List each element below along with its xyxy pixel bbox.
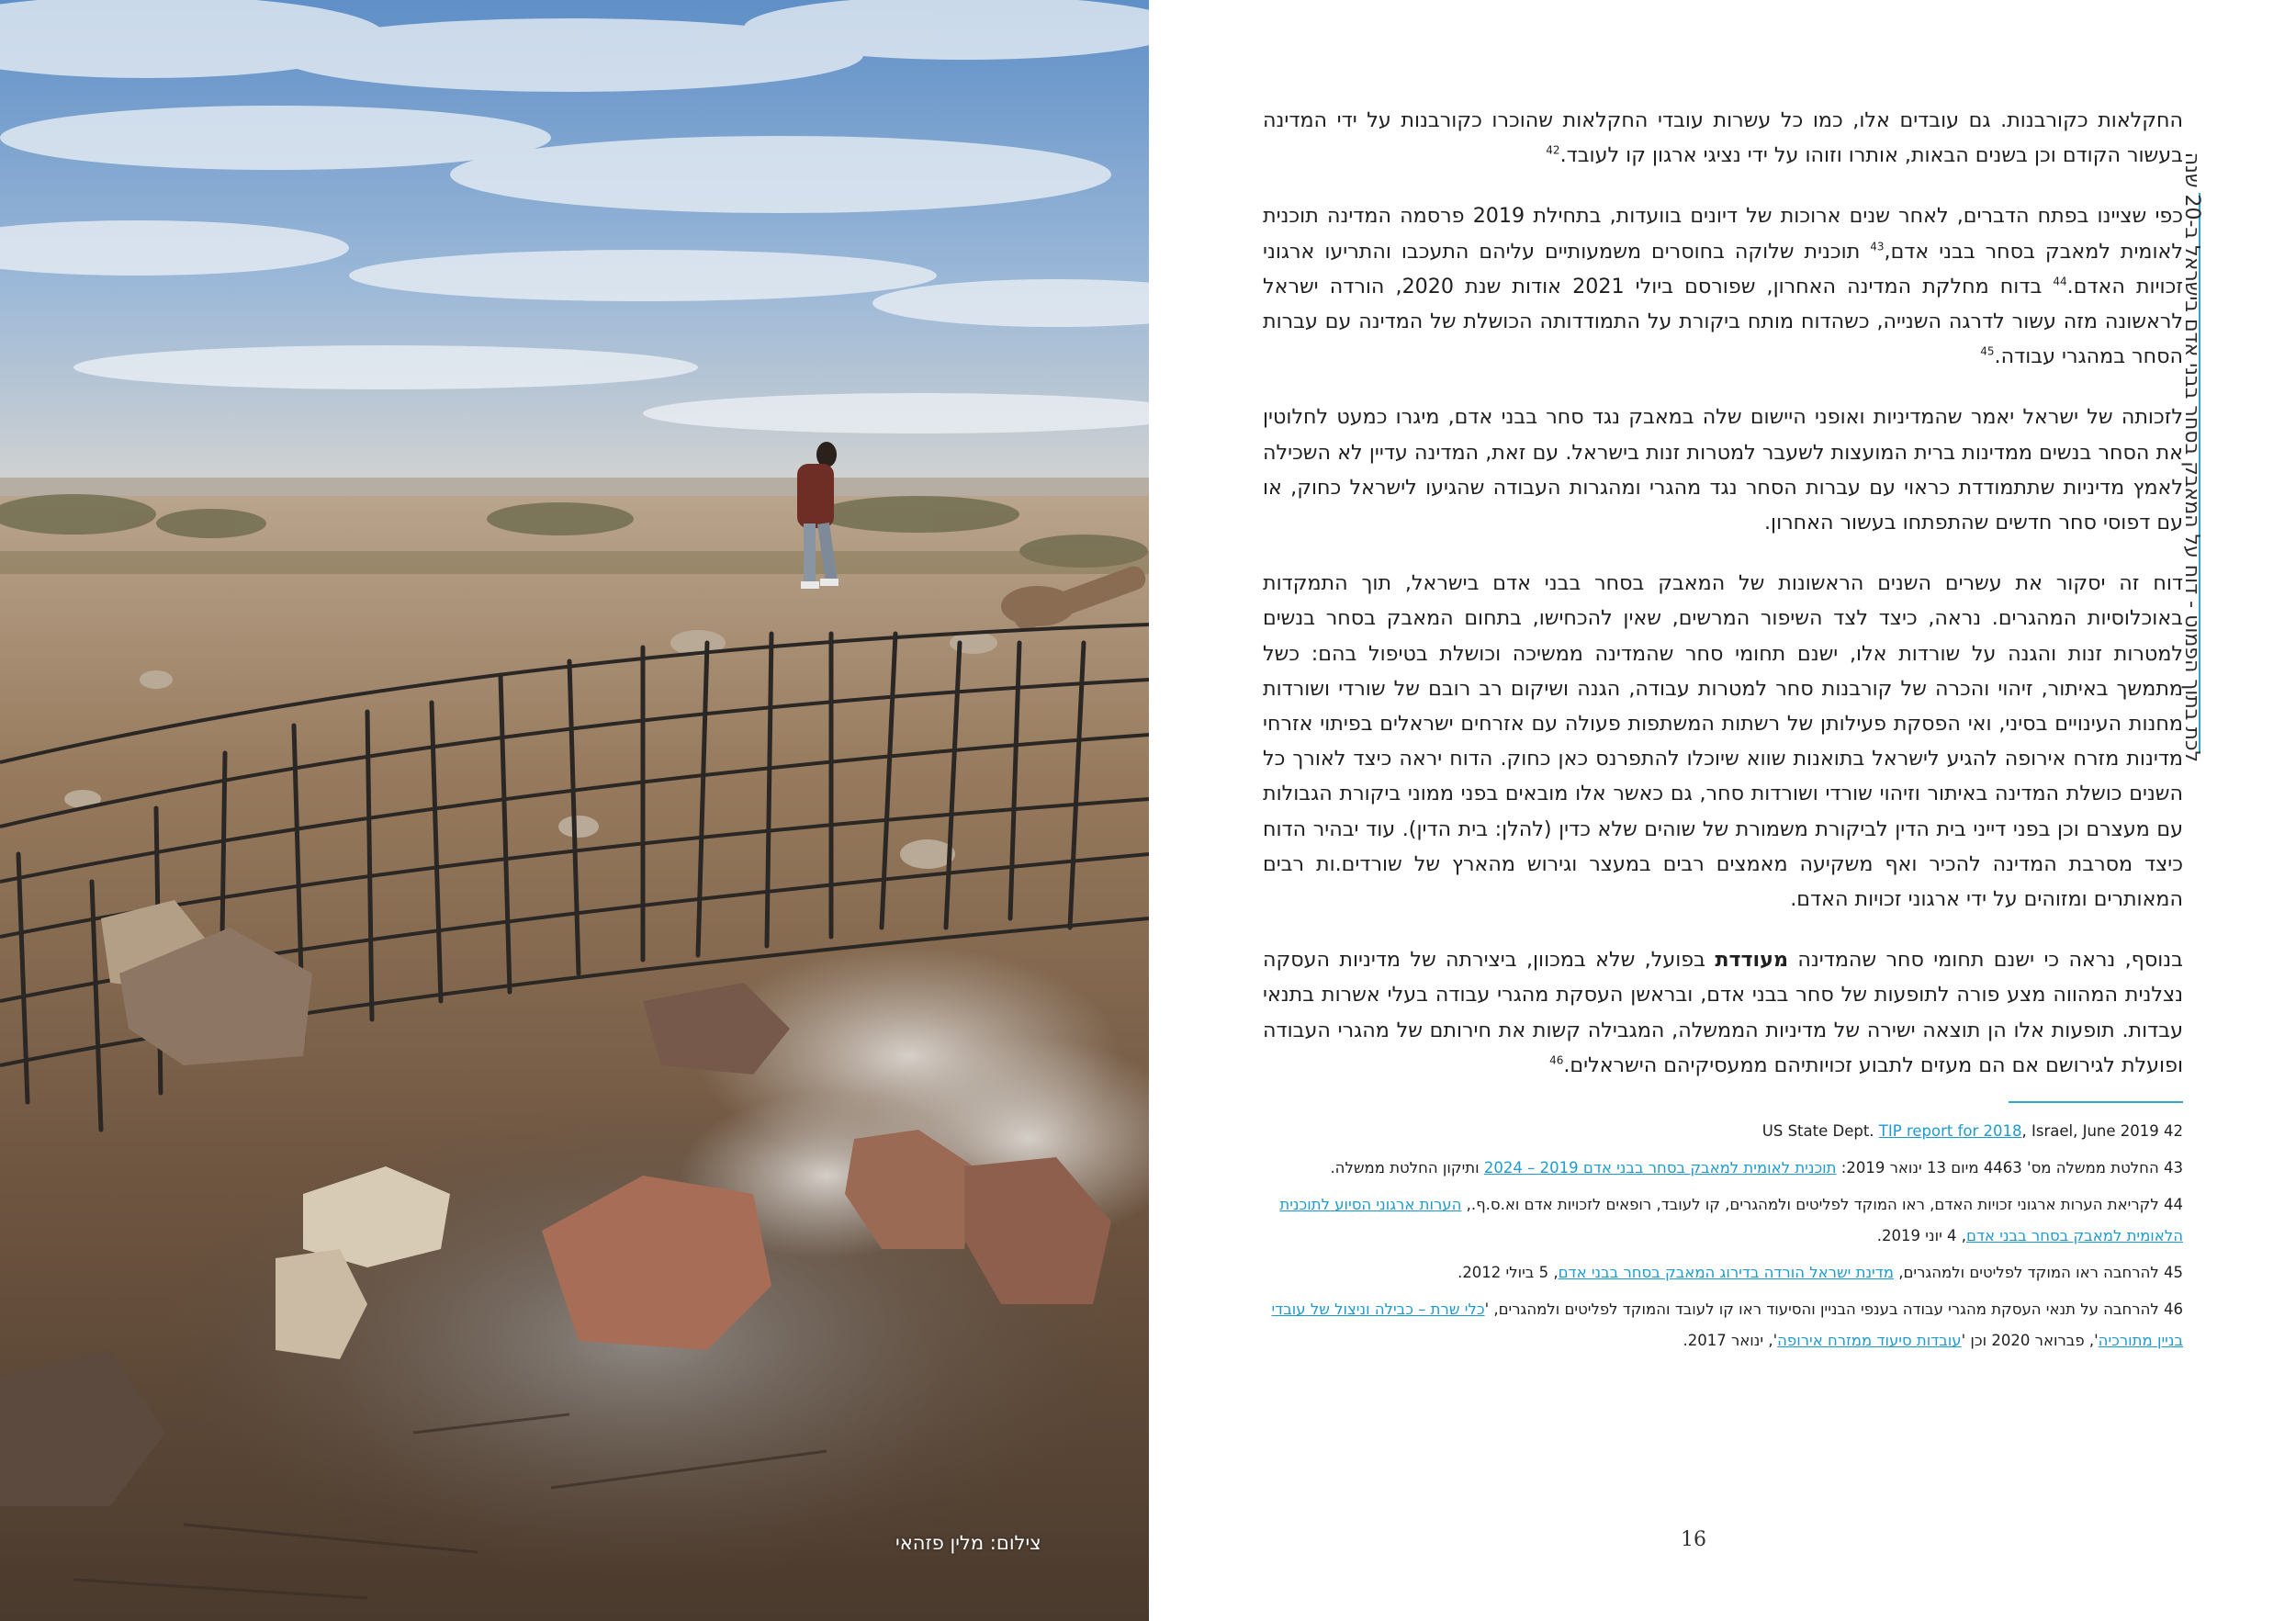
- footnote-46: [1263, 1294, 2183, 1356]
- footnote-42: [1263, 1116, 2183, 1147]
- footnote-ref[interactable]: 46: [1549, 1053, 1564, 1067]
- text-page: [1149, 0, 2296, 1621]
- running-title: לכת בתוך הפמוט - דוח על המאבק בסחר בבני אדם בישראל ב-20 שנה: [2180, 152, 2203, 762]
- footnote-text-post: , 5 ביולי 2012.: [1458, 1264, 1559, 1282]
- photo-credit: צילום: מלין פזהאי: [895, 1532, 1041, 1554]
- paragraph-text: החקלאות כקורבנות. גם עובדים אלו, כמו כל עשרות עובדי החקלאות שהוכרו כקורבנות על ידי המדינה בעשור הקודם וכן בשנים הבאות, אותרו וזוהו על ידי נציגי ארגון קו לעובד.: [1263, 108, 2183, 168]
- footnote-text-pre: החלטת ממשלה מס' 4463 מיום 13 ינואר 2019:: [1836, 1159, 2159, 1177]
- emphasis-text: מעודדת: [1715, 948, 1789, 973]
- paragraph: [1263, 942, 2183, 1083]
- page-number: 16: [1681, 1528, 1706, 1551]
- paragraph-text: דוח זה יסקור את עשרים השנים הראשונות של המאבק בסחר בבני אדם בישראל, תוך התמקדות באוכלוסיות המהגרים. נראה, כיצד לצד השיפור המרשים, שאין להכחישו, בתחום המאבק בסחר בנשים למטרות זנות והגנה על שורדות אלו, ישנם תחומי סחר שהמדינה ממשיכה וכושלת בטיפול בהם: כשל מתמשך באיתור, זיהוי והכרה של קורבנות סחר למטרות עבודה, הגנה ושיקום רב רובם של שורדי ושורדות מחנות העינויים בסיני, ואי הפסקת פעילותן של רשתות המשתפות פעולה עם אזרחים ישראלים בפיתוי אזרחי מדינות מזרח אירופה להגיע לישראל בתואנות שווא שיוכלו להתפרנס כאן כחוק. הדוח יראה כיצד לאורך כל השנים כושלת המדינה באיתור וזיהוי שורדי ושורדות סחר, גם כאשר אלו מובאים בפני ממוני ביקורת הגבולות עם מעצרם וכן בפני דייני בית הדין לביקורת משמורת של שוהים שלא כדין (להלן: בית הדין). עוד יבהיר הדוח כיצד מסרבת המדינה להכיר ואף משקיעה מאמצים רבים במעצר וגירוש מהארץ של שורדים.ות רבים המאותרים ומזוהים על ידי ארגוני זכויות האדם.: [1263, 571, 2183, 912]
- paragraph: [1263, 400, 2183, 540]
- paragraph: [1263, 103, 2183, 173]
- footnote-link[interactable]: תוכנית לאומית למאבק בסחר בבני אדם 2019 – 2024: [1483, 1159, 1837, 1177]
- footnote-45: [1263, 1257, 2183, 1289]
- paragraph-text: בנוסף, נראה כי ישנם תחומי סחר שהמדינה: [1788, 948, 2183, 973]
- footnote-ref[interactable]: 43: [1870, 240, 1885, 253]
- footnote-text-pre: לקריאת הערות ארגוני זכויות האדם, ראו המוקד לפליטים ולמהגרים, קו לעובד, רופאים לזכויות אדם וא.ס.ף.,: [1461, 1196, 2159, 1214]
- footnote-number: 44: [2164, 1196, 2183, 1214]
- footnote-text-post: ', ינואר 2017.: [1683, 1332, 1778, 1350]
- footnote-link[interactable]: מדינת ישראל הורדה בדירוג המאבק בסחר בבני אדם: [1558, 1264, 1894, 1282]
- footnote-rule: [2009, 1101, 2183, 1103]
- footnote-text-pre: US State Dept.: [1761, 1122, 1879, 1141]
- footnote-text-pre: להרחבה ראו המוקד לפליטים ולמהגרים,: [1893, 1264, 2159, 1282]
- footnote-text-post: , Israel, June 2019: [2021, 1122, 2159, 1141]
- footnote-text-pre: להרחבה על תנאי העסקת מהגרי עבודה בענפי הבניין והסיעוד ראו קו לעובד והמוקד לפליטים ולמהגרים, ': [1484, 1300, 2159, 1319]
- footnote-ref[interactable]: 45: [1980, 344, 1995, 358]
- footnote-number: 46: [2164, 1300, 2183, 1319]
- footnote-text-post: ותיקון החלטת ממשלה.: [1330, 1159, 1484, 1177]
- paragraph: [1263, 566, 2183, 917]
- footnote-number: 45: [2164, 1264, 2183, 1282]
- footnote-text-post: , 4 יוני 2019.: [1876, 1227, 1967, 1245]
- paragraph-text: בפועל, שלא במכוון, ביצירתה של מדיניות העסקה נצלנית המהווה מצע פורה לתופעות של סחר בבני אדם, ובראשן העסקת מהגרי עבודה בעלי אשרות בתנאי עבדות. תופעות אלו הן תוצאה ישירה של מדיניות הממשלה, המגבילה קשות את חירותם של מהגרי העבודה ופועלת לגירושם אם הם מעזים לתבוע זכויותיהם ממעסיקיהם הישראלים.: [1263, 948, 2183, 1077]
- footnote-number: 42: [2164, 1122, 2183, 1141]
- footnote-text: [1762, 1122, 2159, 1140]
- paragraph: [1263, 198, 2183, 374]
- footnote-number: 43: [2164, 1159, 2183, 1177]
- footnote-44: [1263, 1189, 2183, 1252]
- paragraph-text: כפי שציינו בפתח הדברים, לאחר שנים ארוכות של דיונים בוועדות, בתחילת 2019 פרסמה המדינה תוכנית לאומית למאבק בסחר בבני אדם,: [1263, 204, 2184, 264]
- paragraph-text: בדוח מחלקת המדינה האחרון, שפורסם ביולי 2021 אודות שנת 2020, הורדה ישראל לראשונה מזה עשור לדרגה השנייה, כשהדוח מותח ביקורת על התמודדותה הכושלת של המדינה עם עברות הסחר במהגרי עבודה.: [1263, 274, 2183, 369]
- footnote-ref[interactable]: 42: [1546, 143, 1560, 157]
- body-column: [1263, 103, 2183, 1362]
- paragraph-text: לזכותה של ישראל יאמר שהמדיניות ואופני היישום שלה במאבק נגד סחר בבני אדם, מיגרו כמעט לחלוטין את הסחר בנשים ממדינות ברית המועצות לשעבר למטרות זנות בישראל. עם זאת, המדינה עדיין לא השכילה לאמץ מדיניות שתתמודדת כראוי עם עברות הסחר נגד מהגרי ומהגרות העבודה שהגיעו לישראל כחוק, או עם דפוסי סחר חדשים שהתפתחו בעשור האחרון.: [1263, 405, 2183, 535]
- footnote-link[interactable]: הערות ארגוני הסיוע לתוכנית הלאומית למאבק בסחר בבני אדם: [1279, 1196, 2183, 1245]
- footnote-link[interactable]: כלי שרת – כבילה וניצול של עובדי בניין מתורכיה: [1271, 1300, 2183, 1350]
- footnote-link[interactable]: עובדות סיעוד ממזרח אירופה: [1777, 1332, 1962, 1350]
- footnote-43: [1263, 1153, 2183, 1184]
- footnotes: [1263, 1101, 2183, 1356]
- paragraph-text: תוכנית שלוקה בחוסרים משמעותיים עליהם התעכבו והתריעו ארגוני זכויות האדם.: [1263, 239, 2184, 298]
- footnote-text-mid: ', פברואר 2020 וכן ': [1961, 1332, 2099, 1350]
- footnote-link[interactable]: TIP report for 2018: [1878, 1122, 2022, 1141]
- footnote-ref[interactable]: 44: [2053, 275, 2067, 288]
